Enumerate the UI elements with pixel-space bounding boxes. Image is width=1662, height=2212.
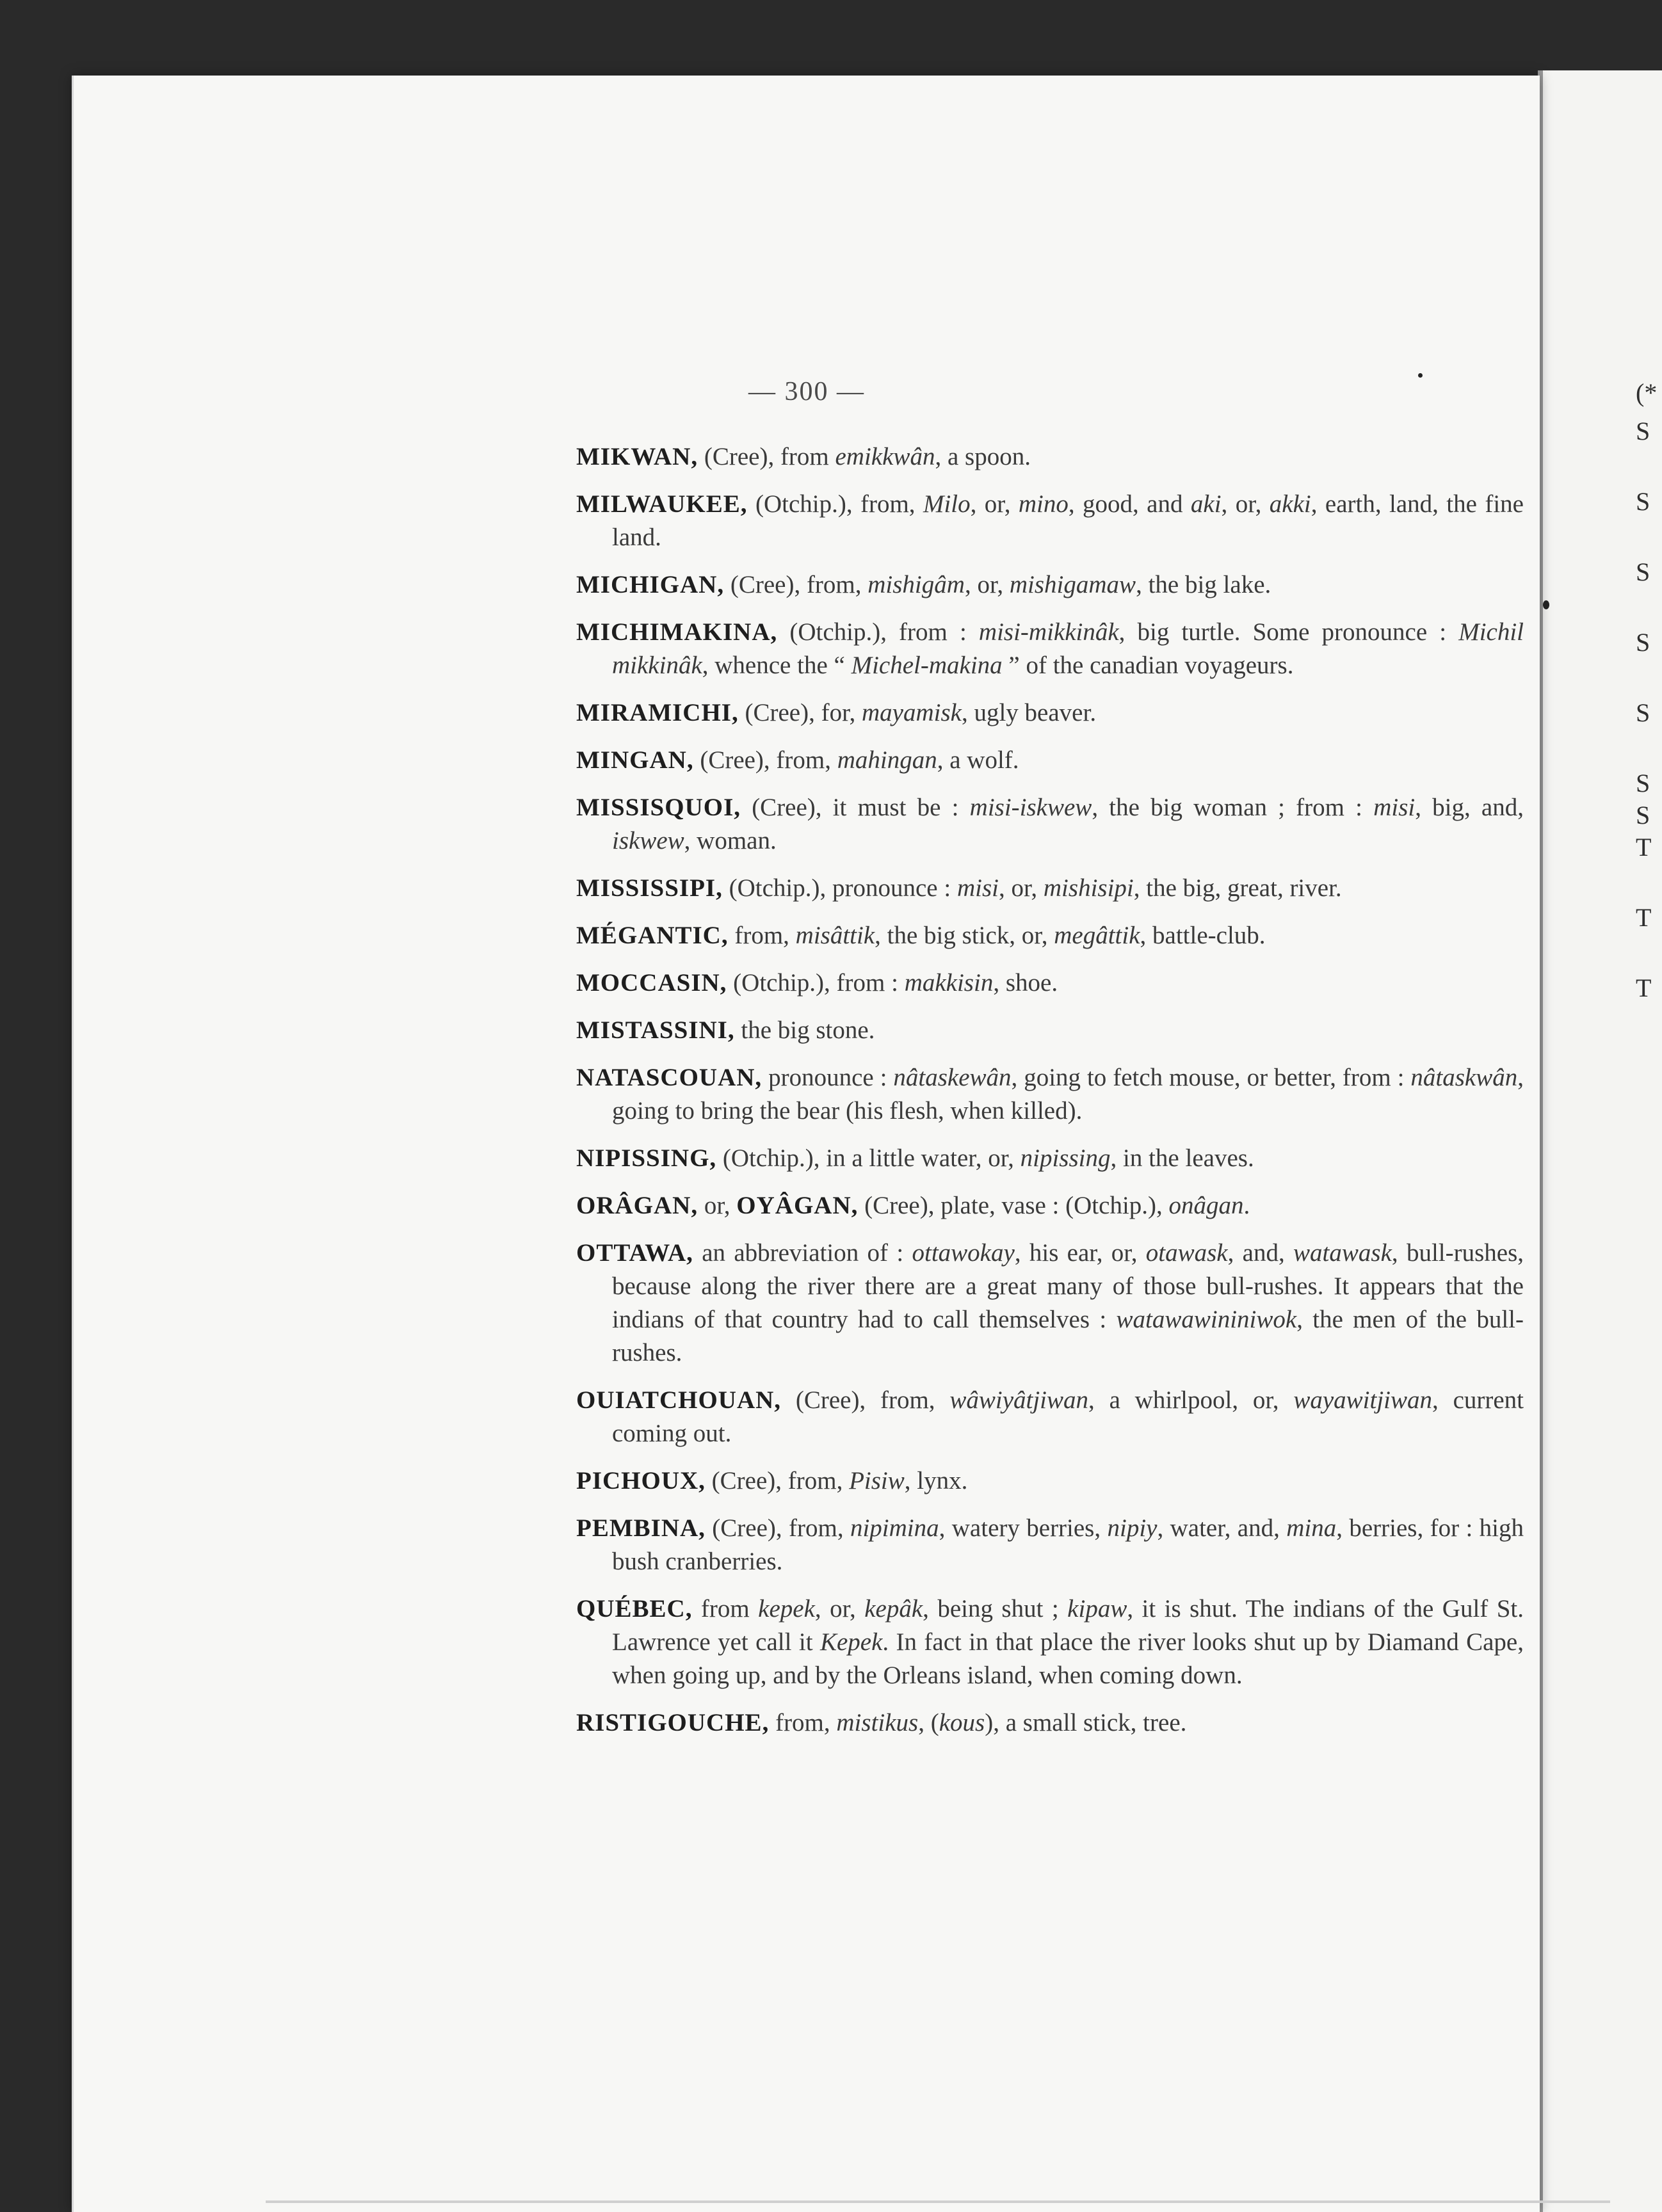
book-page bbox=[72, 76, 1540, 2212]
entry-michimakina: MICHIMAKINA, (Otchip.), from : misi-mikkinâk, big turtle. Some pronounce : Michil mikkinâk, whence the “ Michel-makina ” of the canadian voyageurs. bbox=[576, 618, 1524, 679]
entry-mikwan: MIKWAN, (Cree), from emikkwân, a spoon. bbox=[576, 443, 1031, 470]
entry-milwaukee: MILWAUKEE, (Otchip.), from, Milo, or, mino, good, and aki, or, akki, earth, land, the fine land. bbox=[576, 490, 1524, 551]
margin-letter: S bbox=[1636, 698, 1650, 727]
glossary-entries bbox=[576, 440, 1524, 1754]
entry-mingan: MINGAN, (Cree), from, mahingan, a wolf. bbox=[576, 746, 1019, 774]
print-speck bbox=[1543, 600, 1549, 609]
entry-mistassini: MISTASSINI, the big stone. bbox=[576, 1016, 875, 1044]
page-number: — 300 — bbox=[748, 377, 865, 406]
entry-megantic: MÉGANTIC, from, misâttik, the big stick, or, megâttik, battle-club. bbox=[576, 922, 1266, 949]
entry-missisquoi: MISSISQUOI, (Cree), it must be : misi-iskwew, the big woman ; from : misi, big, and, iskwew, woman. bbox=[576, 794, 1524, 854]
entry-miramichi: MIRAMICHI, (Cree), for, mayamisk, ugly beaver. bbox=[576, 699, 1097, 726]
entry-natascouan: NATASCOUAN, pronounce : nâtaskewân, going to fetch mouse, or better, from : nâtaskwân, going to bring the bear (his flesh, when killed). bbox=[576, 1064, 1524, 1125]
margin-letter: T bbox=[1636, 903, 1652, 932]
margin-letter: S bbox=[1636, 628, 1650, 657]
margin-letter: S bbox=[1636, 769, 1650, 797]
entry-moccasin: MOCCASIN, (Otchip.), from : makkisin, shoe. bbox=[576, 969, 1058, 997]
margin-letter: T bbox=[1636, 833, 1652, 862]
print-speck bbox=[1418, 373, 1423, 378]
entry-ouiatchouan: OUIATCHOUAN, (Cree), from, wâwiyâtjiwan, a whirlpool, or, wayawitjiwan, current coming out. bbox=[576, 1386, 1524, 1447]
entry-pembina: PEMBINA, (Cree), from, nipimina, watery berries, nipiy, water, and, mina, berries, for : high bush cranberries. bbox=[576, 1514, 1524, 1575]
margin-letter: S bbox=[1636, 801, 1650, 830]
entry-ottawa: OTTAWA, an abbreviation of : ottawokay, his ear, or, otawask, and, watawask, bull-rushes, because along the river there are a great many of those bull-rushes. It appears that the indians of that country had to call themselves : watawawininiwok, the men of the bull-rushes. bbox=[576, 1239, 1524, 1366]
entry-ristigouche: RISTIGOUCHE, from, mistikus, (kous), a small stick, tree. bbox=[576, 1709, 1187, 1736]
margin-letter: (* bbox=[1636, 378, 1658, 407]
margin-letter: T bbox=[1636, 974, 1652, 1002]
entry-michigan: MICHIGAN, (Cree), from, mishigâm, or, mishigamaw, the big lake. bbox=[576, 571, 1271, 598]
margin-letter: S bbox=[1636, 487, 1650, 516]
entry-quebec: QUÉBEC, from kepek, or, kepâk, being shut ; kipaw, it is shut. The indians of the Gulf St. Lawrence yet call it Kepek. In fact in that place the river looks shut up by Diamand Cape, when going up, and by the Orleans island, when coming down. bbox=[576, 1595, 1524, 1689]
entry-pichoux: PICHOUX, (Cree), from, Pisiw, lynx. bbox=[576, 1467, 968, 1495]
entry-oragan: ORÂGAN, or, OYÂGAN, (Cree), plate, vase : (Otchip.), onâgan. bbox=[576, 1192, 1250, 1219]
margin-letter: S bbox=[1636, 417, 1650, 445]
entry-mississipi: MISSISSIPI, (Otchip.), pronounce : misi, or, mishisipi, the big, great, river. bbox=[576, 874, 1342, 902]
entry-nipissing: NIPISSING, (Otchip.), in a little water, or, nipissing, in the leaves. bbox=[576, 1144, 1254, 1172]
margin-letter: S bbox=[1636, 557, 1650, 586]
page-fold-shadow bbox=[266, 2200, 1610, 2203]
